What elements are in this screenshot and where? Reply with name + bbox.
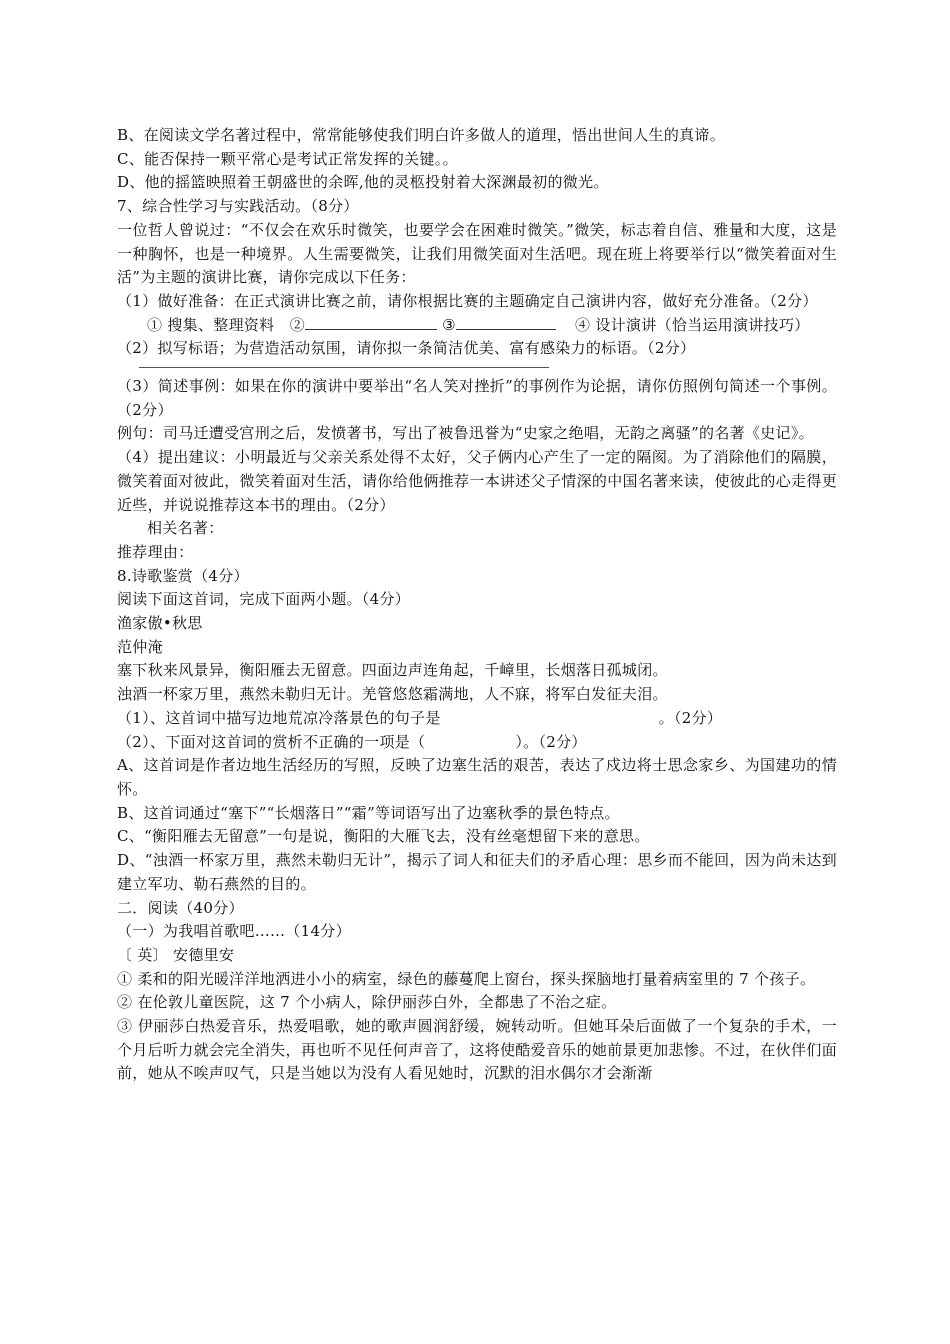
question-8-heading: 8.诗歌鉴赏（4分） [117, 566, 249, 585]
step-4-label: ④ 设计演讲（恰当运用演讲技巧） [574, 315, 810, 334]
option-c-text: C、能否保持一颗平常心是考试正常发挥的关键。。 [117, 149, 458, 168]
poem-question-2: （2）、下面对这首词的赏析不正确的一项是（ ）。（2分） [117, 732, 587, 751]
task-1-text: （1）做好准备：在正式演讲比赛之前，请你根据比赛的主题确定自己演讲内容，做好充分准备。（2分） [117, 291, 818, 310]
poem-option-b: B、这首词通过“塞下”“长烟落日”“霜”等词语写出了边塞秋季的景色特点。 [117, 803, 620, 822]
slogan-answer-line[interactable] [117, 361, 837, 375]
poem-stanza-2: 浊酒一杯家万里，燕然未勒归无计。羌管悠悠霜满地，人不寐，将军白发征夫泪。 [117, 685, 668, 704]
step-3-blank[interactable] [456, 314, 556, 330]
option-d-text: D、他的摇篮映照着王朝盛世的余晖,他的灵柩投射着大深渊最初的微光。 [117, 173, 609, 192]
reading-1-title: （一）为我唱首歌吧……（14分） [117, 922, 351, 941]
poem-stanza-1: 塞下秋来风景异，衡阳雁去无留意。四面边声连角起，千嶂里，长烟落日孤城闭。 [117, 661, 668, 680]
poem-option-c: C、“衡阳雁去无留意”一句是说，衡阳的大雁飞去，没有丝毫想留下来的意思。 [117, 827, 650, 846]
step-2-blank[interactable] [305, 314, 437, 330]
task-2-text: （2）拟写标语；为营造活动氛围，请你拟一条简洁优美、富有感染力的标语。（2分） [117, 339, 696, 358]
question-7-intro: 一位哲人曾说过：“不仅会在欢乐时微笑，也要学会在困难时微笑。”微笑，标志着自信、雅量和大度，这是一种胸怀，也是一种境界。人生需要微笑，让我们用微笑面对生活吧。现在班上将要举行以“微笑着面对生活”为主题的演讲比赛，请你完成以下任务： [117, 220, 837, 287]
paragraph-2: ② 在伦敦儿童医院，这 7 个小病人，除伊丽莎白外，全都患了不治之症。 [117, 993, 617, 1012]
step-1-2-label: ① 搜集、整理资料 ② [147, 315, 306, 334]
exam-page [117, 124, 837, 1086]
option-b-text: B、在阅读文学名著过程中，常常能够使我们明白许多做人的道理，悟出世间人生的真谛。 [117, 126, 726, 144]
poem-author: 范仲淹 [117, 637, 163, 656]
poem-instruction: 阅读下面这首词，完成下面两小题。（4分） [117, 590, 411, 609]
question-7-heading: 7、综合性学习与实践活动。（8分） [117, 197, 359, 216]
poem-option-d: D、“浊酒一杯家万里，燕然未勒归无计”，揭示了词人和征夫们的矛盾心理：思乡而不能回，因为尚未达到建立军功、勒石燕然的目的。 [117, 851, 837, 893]
task-4-text: （4）提出建议：小明最近与父亲关系处得不太好，父子俩内心产生了一定的隔阂。为了消除他们的隔膜，微笑着面对彼此，微笑着面对生活，请你给他俩推荐一本讲述父子情深的中国名著来读，使彼此的心走得更近些，并说说推荐这本书的理由。（2分） [117, 448, 837, 514]
paragraph-3: ③ 伊丽莎白热爱音乐，热爱唱歌，她的歌声圆润舒缓，婉转动听。但她耳朵后面做了一个复杂的手术，一个月后听力就会完全消失，再也听不见任何声音了，这将使酷爱音乐的她前景更加悲惨。不过，在伙伴们面前，她从不唉声叹气，只是当她以为没有人看见她时，沉默的泪水偶尔才会渐渐 [117, 1017, 837, 1083]
step-3-label: ③ [442, 315, 456, 334]
poem-option-a: A、这首词是作者边地生活经历的写照，反映了边塞生活的艰苦，表达了戍边将士思念家乡、为国建功的情怀。 [117, 756, 837, 798]
related-classic-label: 相关名著： [147, 519, 224, 538]
recommend-reason-label: 推荐理由： [117, 542, 194, 561]
paragraph-1: ① 柔和的阳光暖洋洋地洒进小小的病室，绿色的藤蔓爬上窗台，探头探脑地打量着病室里的 7 个孩子。 [117, 969, 816, 988]
reading-1-author: 〔 英〕 安德里安 [117, 945, 235, 964]
poem-title: 渔家傲•秋思 [117, 614, 203, 633]
poem-question-1: （1）、这首词中描写边地荒凉冷落景色的句子是 。（2分） [117, 708, 723, 727]
example-sentence: 例句：司马迁遭受宫刑之后，发愤著书，写出了被鲁迅誉为“史家之绝唱，无韵之离骚”的名著《史记》。 [117, 424, 814, 443]
section-2-heading: 二．阅读（40分） [117, 898, 244, 917]
task-3-text: （3）简述事例：如果在你的演讲中要举出“名人笑对挫折”的事例作为论据，请你仿照例句简述一个事例。（2分） [117, 377, 837, 419]
task-1-steps [117, 314, 837, 338]
